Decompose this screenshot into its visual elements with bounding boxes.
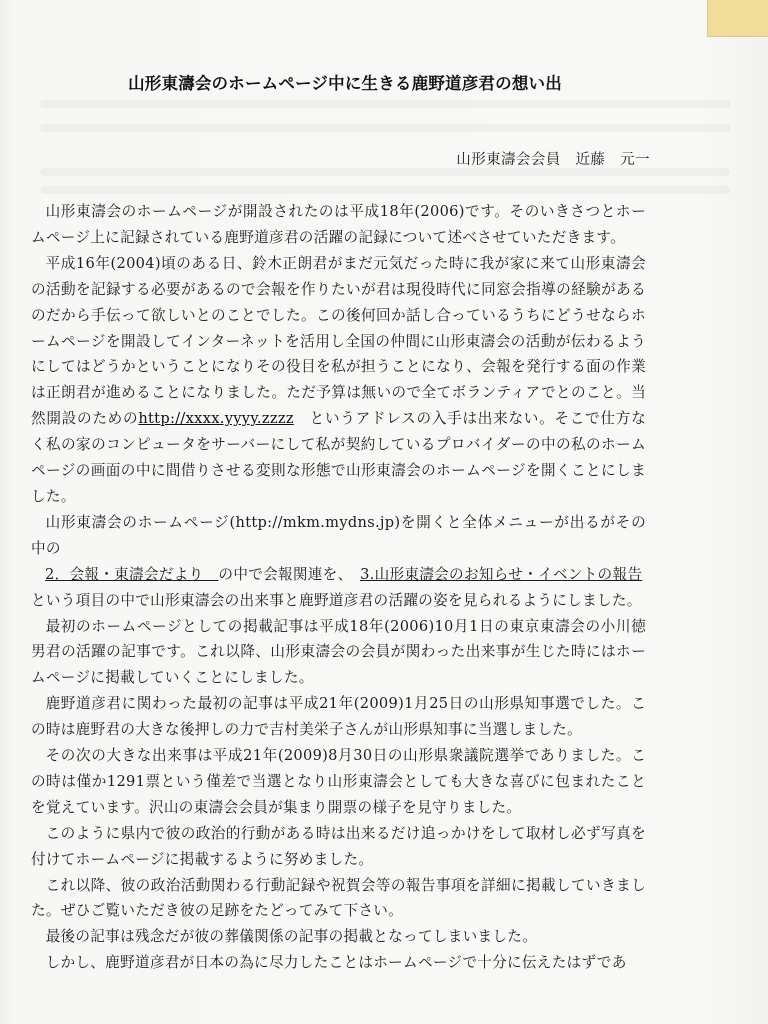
show-through-line	[40, 168, 730, 176]
paragraph-9: 最後の記事は残念だが彼の葬儀関係の記事の掲載となってしまいました。	[45, 928, 538, 946]
menu-link-events[interactable]: 3.山形東濤会のお知らせ・イベントの報告	[360, 565, 643, 583]
paragraph-3-mid-text: の中で会報関連を、	[218, 565, 361, 583]
paragraph-4: 最初のホームページとしての掲載記事は平成18年(2006)10月1日の東京東濤会の小川徳男君の活躍の記事です。これ以降、山形東濤会の会員が関わった出来事が生じた時にはホームページに掲載していくことにしました。	[31, 617, 646, 687]
show-through-line	[40, 124, 730, 132]
paragraph-6: その次の大きな出来事は平成21年(2009)8月30日の山形県衆議院選挙でありました。この時は僅か1291票という僅差で当選となり山形東濤会としても大きな喜びに包まれたことを覚えています。沢山の東濤会会員が集まり開票の様子を見守りました。	[31, 747, 646, 816]
sticky-note-tab	[707, 0, 768, 37]
paragraph-7: このように県内で彼の政治的行動がある時は出来るだけ追っかけをして取材し必ず写真を付けてホームページに掲載するように努めました。	[31, 824, 646, 868]
show-through-line	[40, 100, 730, 108]
paragraph-2	[31, 251, 646, 510]
paragraph-3-intro: 山形東濤会のホームページ(http://mkm.mydns.jp)を開くと全体メニューが出るがその中の	[31, 513, 646, 557]
show-through-line	[40, 186, 730, 194]
paragraph-3-menu	[31, 562, 646, 614]
document-title: 山形東濤会のホームページ中に生きる鹿野道彦君の想い出	[128, 74, 562, 93]
paragraph-3-tail-text: という項目の中で山形東濤会の出来事と鹿野道彦君の活躍の姿を見られるようにしました。	[31, 591, 642, 609]
paragraph-2-text-b: というアドレスの入手は出来ない。そこで仕方なく私の家のコンピュータをサーバーにして私が契約しているプロバイダーの中の私のホームページの画面の中に間借りさせる変則な形態で山形東濤会のホームページを開くことにしました。	[31, 410, 646, 505]
paragraph-1: 山形東濤会のホームページが開設されたのは平成18年(2006)です。そのいきさつとホームページ上に記録されている鹿野道彦君の活躍の記録について述べさせていただきます。	[31, 203, 646, 246]
example-url-link[interactable]: http://xxxx.yyyy.zzzz	[138, 410, 294, 428]
paragraph-10: しかし、鹿野道彦君が日本の為に尽力したことはホームページで十分に伝えたはずであ	[45, 954, 627, 972]
document-body	[31, 199, 646, 976]
author-line: 山形東濤会会員 近藤 元一	[456, 152, 650, 168]
paragraph-5: 鹿野道彦君に関わった最初の記事は平成21年(2009)1月25日の山形県知事選でした。この時は鹿野君の大きな後押しの力で吉村美栄子さんが山形県知事に当選しました。	[31, 695, 646, 739]
paragraph-8: これ以降、彼の政治活動関わる行動記録や祝賀会等の報告事項を詳細に掲載していきました。ぜひご覧いただき彼の足跡をたどってみて下さい。	[31, 876, 646, 920]
paragraph-2-text-a: 平成16年(2004)頃のある日、鈴木正朗君がまだ元気だった時に我が家に来て山形東濤会の活動を記録する必要があるので会報を作りたいが君は現役時代に同窓会指導の経験があるのだから手伝って欲しいとのことでした。この後何回か話し合っているうちにどうせならホームページを開設してインターネットを活用し全国の仲間に山形東濤会の活動が伝わるようにしてはどうかということになりその役目を私が担うことになり、会報を発行する面の作業は正朗君が進めることになりました。ただ予算は無いので全てボランティアでとのこと。当然開設のための	[31, 254, 646, 428]
menu-link-newsletter[interactable]: 2．会報・東濤会だより	[45, 565, 219, 583]
